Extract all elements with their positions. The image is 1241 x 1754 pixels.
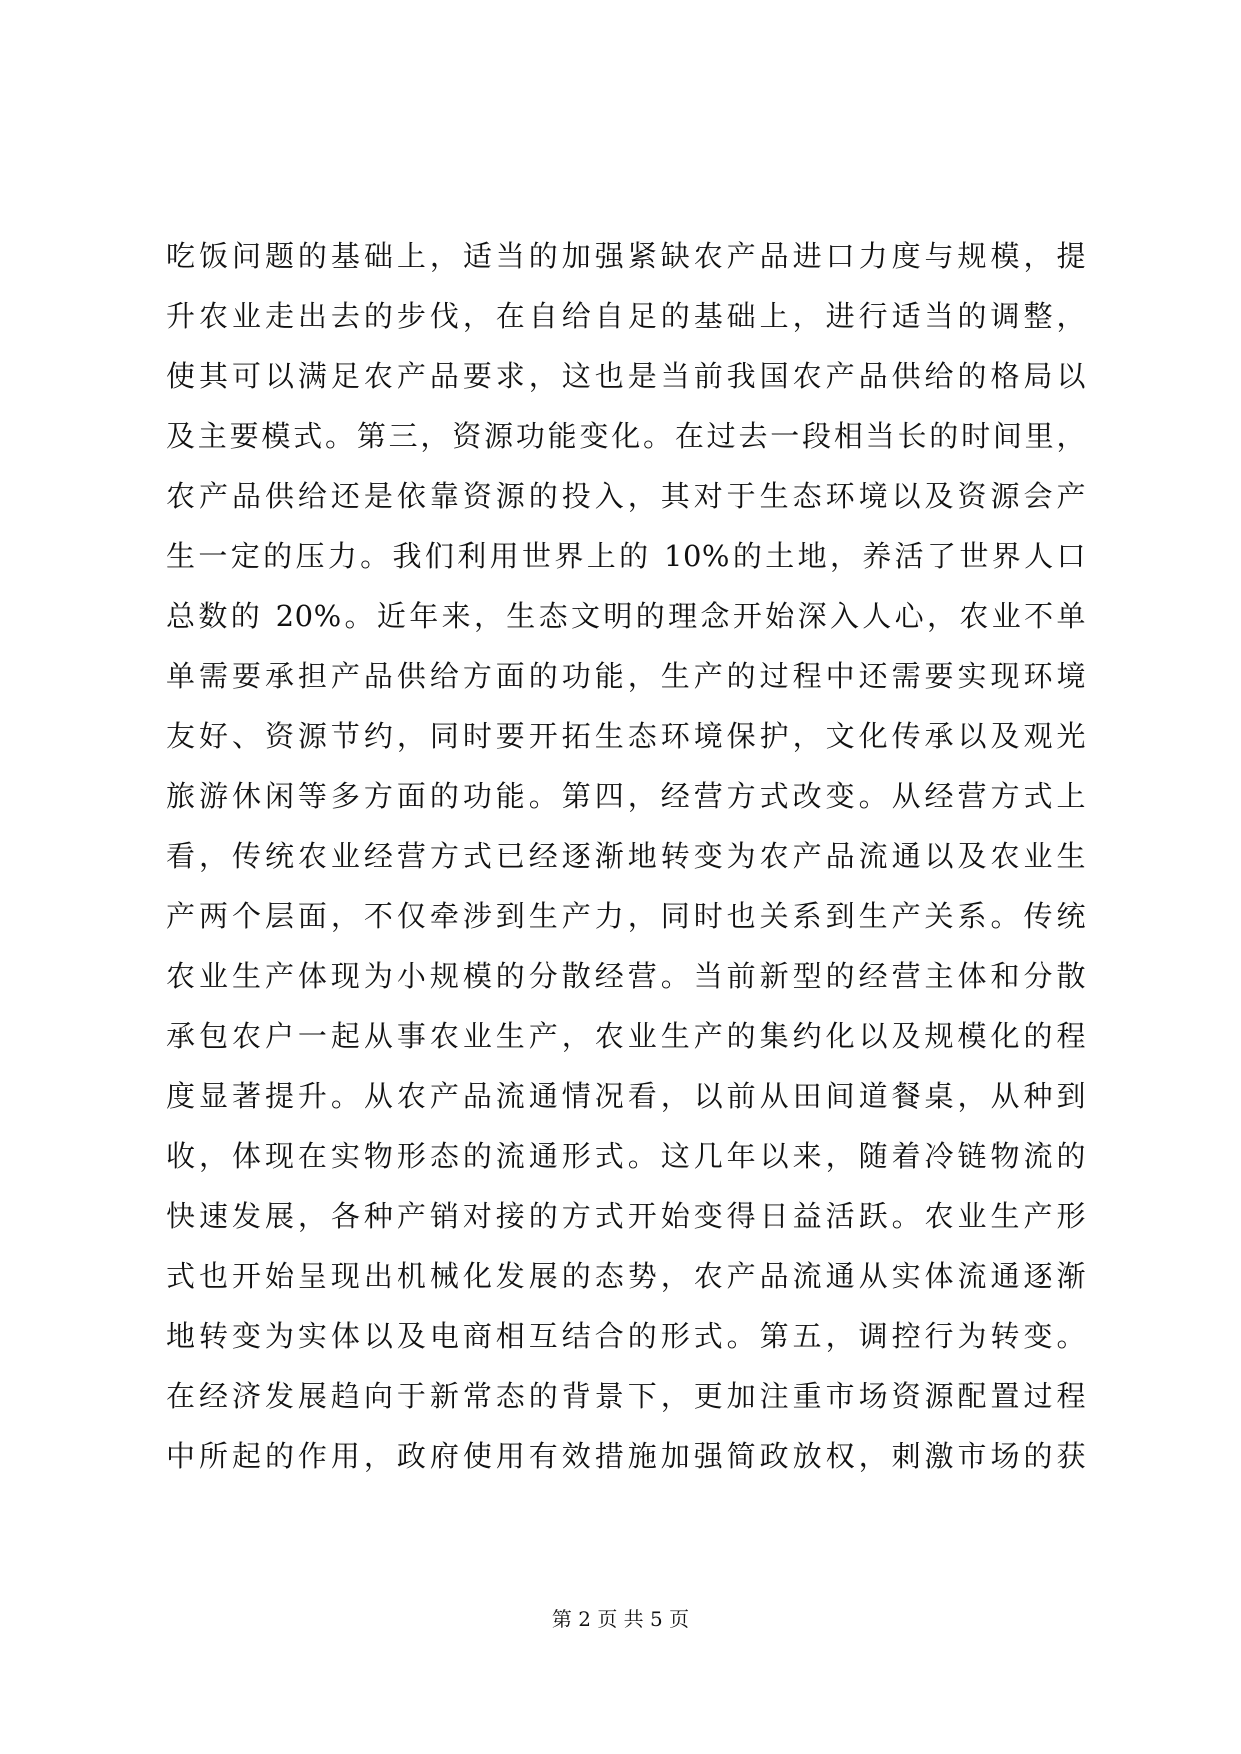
text-line: 农产品供给还是依靠资源的投入，其对于生态环境以及资源会产	[166, 479, 1086, 513]
text-line: 吃饭问题的基础上，适当的加强紧缺农产品进口力度与规模，提	[166, 239, 1086, 273]
text-line: 总数的 20%。近年来，生态文明的理念开始深入人心，农业不单	[166, 599, 1086, 633]
text-line: 收，体现在实物形态的流通形式。这几年以来，随着冷链物流的	[166, 1139, 1086, 1173]
text-line: 升农业走出去的步伐，在自给自足的基础上，进行适当的调整，	[166, 299, 1086, 333]
page-footer: 第 2 页 共 5 页	[551, 1607, 690, 1631]
text-line: 式也开始呈现出机械化发展的态势，农产品流通从实体流通逐渐	[166, 1259, 1086, 1293]
text-line: 看，传统农业经营方式已经逐渐地转变为农产品流通以及农业生	[166, 839, 1086, 873]
text-line: 使其可以满足农产品要求，这也是当前我国农产品供给的格局以	[166, 359, 1086, 393]
body-text	[166, 226, 1086, 1486]
text-line: 地转变为实体以及电商相互结合的形式。第五，调控行为转变。	[166, 1319, 1086, 1353]
text-line: 单需要承担产品供给方面的功能，生产的过程中还需要实现环境	[166, 659, 1086, 693]
text-line: 生一定的压力。我们利用世界上的 10%的土地，养活了世界人口	[166, 539, 1086, 573]
text-line: 中所起的作用，政府使用有效措施加强简政放权，刺激市场的获	[166, 1439, 1086, 1473]
text-line: 快速发展，各种产销对接的方式开始变得日益活跃。农业生产形	[166, 1199, 1086, 1233]
text-line: 度显著提升。从农产品流通情况看，以前从田间道餐桌，从种到	[166, 1079, 1086, 1113]
text-line: 在经济发展趋向于新常态的背景下，更加注重市场资源配置过程	[166, 1379, 1086, 1413]
text-line: 旅游休闲等多方面的功能。第四，经营方式改变。从经营方式上	[166, 779, 1086, 813]
text-line: 农业生产体现为小规模的分散经营。当前新型的经营主体和分散	[166, 959, 1086, 993]
text-line: 及主要模式。第三，资源功能变化。在过去一段相当长的时间里，	[166, 419, 1086, 453]
text-line: 承包农户一起从事农业生产，农业生产的集约化以及规模化的程	[166, 1019, 1086, 1053]
text-line: 友好、资源节约，同时要开拓生态环境保护，文化传承以及观光	[166, 719, 1086, 753]
text-line: 产两个层面，不仅牵涉到生产力，同时也关系到生产关系。传统	[166, 899, 1086, 933]
